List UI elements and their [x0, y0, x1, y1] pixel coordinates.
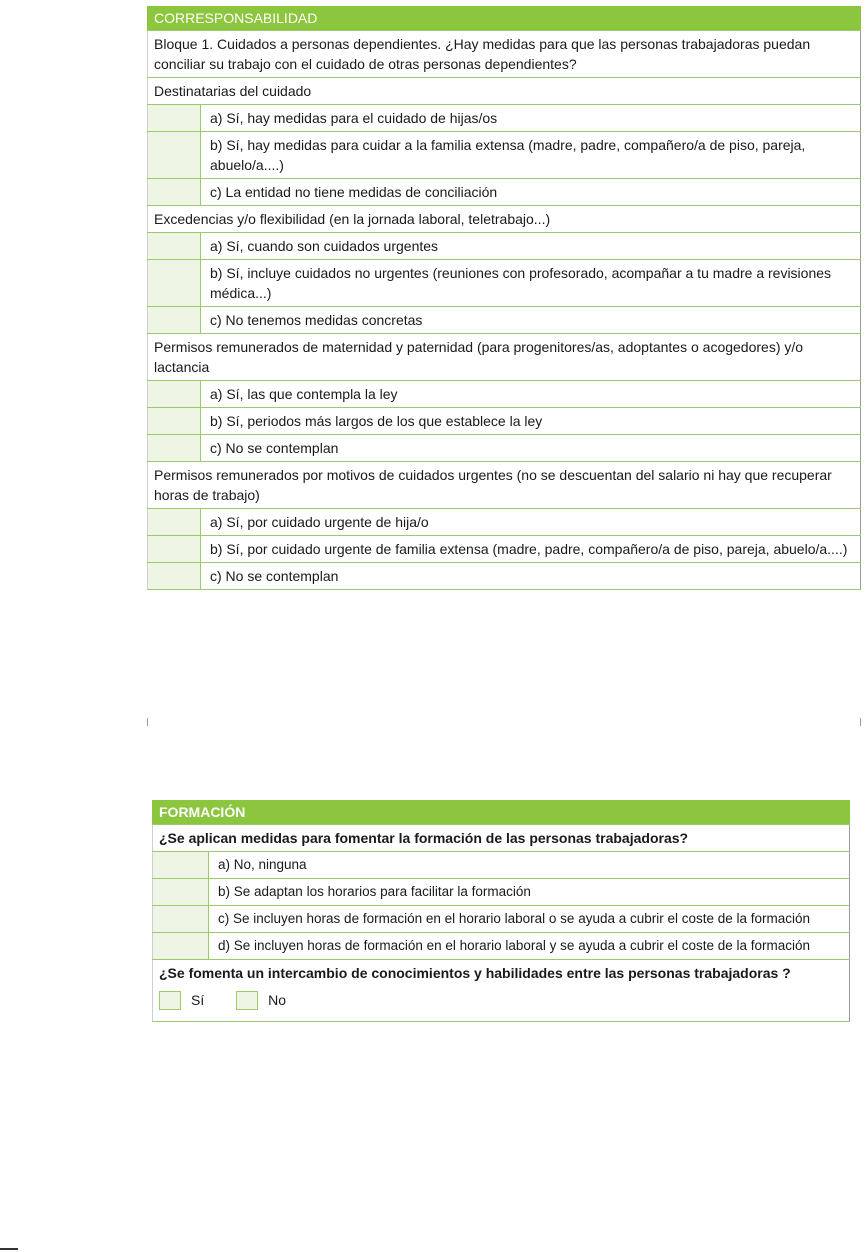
option-row: [148, 233, 861, 260]
option-label: b) Sí, hay medidas para cuidar a la familia extensa (madre, padre, compañero/a de piso, pareja, abuelo/a....): [201, 132, 861, 179]
yes-option[interactable]: [159, 990, 204, 1010]
option-label: a) Sí, por cuidado urgente de hija/o: [201, 509, 861, 536]
answer-checkbox[interactable]: [153, 852, 209, 879]
no-label: No: [268, 992, 287, 1008]
option-label: c) No tenemos medidas concretas: [201, 307, 861, 334]
answer-checkbox[interactable]: [148, 408, 201, 435]
answer-checkbox[interactable]: [148, 536, 201, 563]
yes-label: Sí: [191, 992, 205, 1008]
option-row: [153, 852, 850, 879]
no-option[interactable]: [236, 990, 286, 1010]
answer-checkbox[interactable]: [148, 435, 201, 462]
option-row: [148, 435, 861, 462]
option-row: [148, 563, 861, 590]
option-label: b) Sí, periodos más largos de los que establece la ley: [201, 408, 861, 435]
option-label: a) Sí, las que contempla la ley: [201, 381, 861, 408]
answer-checkbox[interactable]: [153, 906, 209, 933]
formacion-form: [152, 800, 850, 1022]
form-title: CORRESPONSABILIDAD: [148, 6, 861, 31]
answer-checkbox[interactable]: [148, 179, 201, 206]
section-heading: Permisos remunerados de maternidad y paternidad (para progenitores/as, adoptantes o acogedores) y/o lactancia: [148, 334, 861, 381]
section-heading: Destinatarias del cuidado: [148, 78, 861, 105]
option-label: b) Sí, por cuidado urgente de familia extensa (madre, padre, compañero/a de piso, pareja, abuelo/a....): [201, 536, 861, 563]
option-row: [148, 132, 861, 179]
option-row: [148, 260, 861, 307]
option-row: [153, 933, 850, 960]
answer-checkbox[interactable]: [148, 260, 201, 307]
option-label: c) No se contemplan: [201, 563, 861, 590]
answer-checkbox[interactable]: [148, 509, 201, 536]
option-label: c) La entidad no tiene medidas de conciliación: [201, 179, 861, 206]
answer-checkbox[interactable]: [148, 307, 201, 334]
option-label: a) No, ninguna: [209, 852, 850, 879]
section-heading: Excedencias y/o flexibilidad (en la jornada laboral, teletrabajo...): [148, 206, 861, 233]
option-label: b) Se adaptan los horarios para facilitar la formación: [209, 879, 850, 906]
yes-checkbox[interactable]: [159, 991, 181, 1010]
answer-checkbox[interactable]: [148, 381, 201, 408]
option-row: [148, 381, 861, 408]
section-heading: Permisos remunerados por motivos de cuidados urgentes (no se descuentan del salario ni hay que recuperar horas de trabajo): [148, 462, 861, 509]
option-label: a) Sí, hay medidas para el cuidado de hijas/os: [201, 105, 861, 132]
option-row: [148, 536, 861, 563]
option-row: [148, 105, 861, 132]
option-row: [148, 509, 861, 536]
option-row: [148, 179, 861, 206]
yes-no-choice: [153, 986, 850, 1021]
table-continuation-line: [147, 718, 148, 726]
option-label: b) Sí, incluye cuidados no urgentes (reuniones con profesorado, acompañar a tu madre a revisiones médica...): [201, 260, 861, 307]
answer-checkbox[interactable]: [148, 563, 201, 590]
answer-checkbox[interactable]: [148, 132, 201, 179]
form-intro: Bloque 1. Cuidados a personas dependientes. ¿Hay medidas para que las personas trabajadoras puedan conciliar su trabajo con el cuidado de otras personas dependientes?: [148, 31, 861, 78]
form-title: FORMACIÓN: [153, 800, 850, 825]
option-label: c) Se incluyen horas de formación en el horario laboral o se ayuda a cubrir el coste de la formación: [209, 906, 850, 933]
option-row: [148, 307, 861, 334]
footer-rule: [0, 1248, 18, 1250]
question-2: ¿Se fomenta un intercambio de conocimientos y habilidades entre las personas trabajadoras ?: [153, 960, 850, 987]
answer-checkbox[interactable]: [148, 233, 201, 260]
answer-checkbox[interactable]: [153, 933, 209, 960]
answer-checkbox[interactable]: [148, 105, 201, 132]
table-continuation-line: [860, 718, 861, 726]
question-1: ¿Se aplican medidas para fomentar la formación de las personas trabajadoras?: [153, 825, 850, 852]
corresponsabilidad-form: [147, 6, 861, 590]
option-label: a) Sí, cuando son cuidados urgentes: [201, 233, 861, 260]
option-row: [148, 408, 861, 435]
answer-checkbox[interactable]: [153, 879, 209, 906]
option-label: c) No se contemplan: [201, 435, 861, 462]
option-row: [153, 879, 850, 906]
option-row: [153, 906, 850, 933]
no-checkbox[interactable]: [236, 991, 258, 1010]
option-label: d) Se incluyen horas de formación en el horario laboral y se ayuda a cubrir el coste de la formación: [209, 933, 850, 960]
